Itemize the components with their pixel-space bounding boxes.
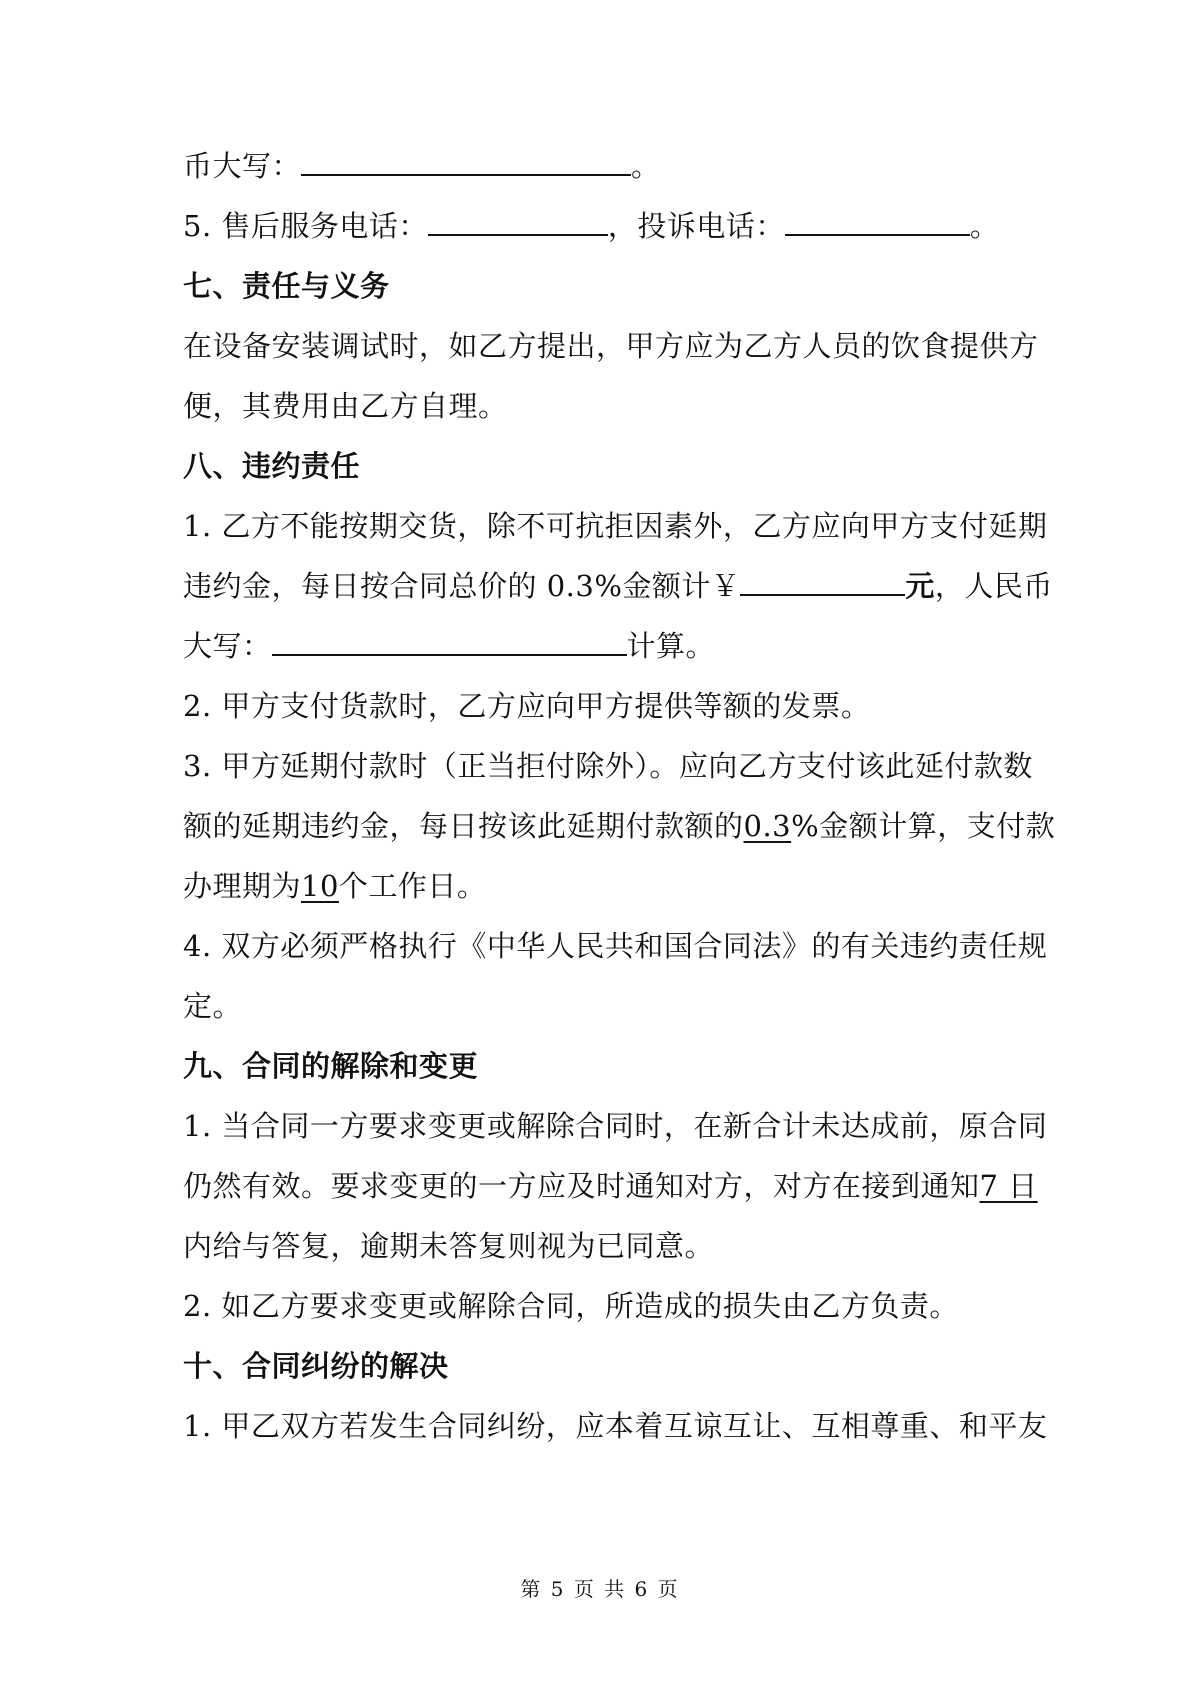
text-line: 2. 甲方支付货款时，乙方应向甲方提供等额的发票。 xyxy=(183,689,871,723)
text: 元 xyxy=(905,569,935,603)
text-line: 内给与答复，逾期未答复则视为已同意。 xyxy=(183,1229,715,1263)
page-number-footer: 第 5 页 共 6 页 xyxy=(520,1577,680,1601)
text: 额的延期违约金，每日按该此延期付款额的 xyxy=(183,809,744,843)
text: 违约金，每日按合同总价的 0.3%金额计￥ xyxy=(183,569,741,603)
fill-blank xyxy=(272,630,627,656)
text: 个工作日。 xyxy=(338,869,487,903)
text-line: 3. 甲方延期付款时（正当拒付除外）。应向乙方支付该此延付款数 xyxy=(183,749,1033,783)
text-line: 在设备安装调试时，如乙方提出，甲方应为乙方人员的饮食提供方 xyxy=(183,329,1039,363)
text: 币大写： xyxy=(183,149,302,183)
underlined-value: 0.3 xyxy=(743,809,792,843)
underlined-value: 10 xyxy=(301,869,339,903)
text: 办理期为 xyxy=(183,869,302,903)
text-line: 4. 双方必须严格执行《中华人民共和国合同法》的有关违约责任规 xyxy=(183,929,1048,963)
section-heading: 八、违约责任 xyxy=(183,449,361,483)
text: %金额计算，支付款 xyxy=(791,809,1056,843)
text-line: 1. 甲乙双方若发生合同纠纷，应本着互谅互让、互相尊重、和平友 xyxy=(183,1409,1048,1443)
underlined-value: 7 日 xyxy=(979,1169,1038,1203)
section-heading: 七、责任与义务 xyxy=(183,269,390,303)
text-line xyxy=(183,568,1053,604)
section-heading: 十、合同纠纷的解决 xyxy=(183,1349,449,1383)
text: ，投诉电话： xyxy=(607,209,785,243)
text: 仍然有效。要求变更的一方应及时通知对方，对方在接到通知 xyxy=(183,1169,980,1203)
text-line xyxy=(183,148,1023,184)
text-line: 1. 乙方不能按期交货，除不可抗拒因素外，乙方应向甲方支付延期 xyxy=(183,509,1048,543)
section-heading: 九、合同的解除和变更 xyxy=(183,1049,479,1083)
fill-blank xyxy=(301,150,631,176)
text-line xyxy=(183,628,1023,664)
text-line xyxy=(183,868,1023,904)
text-line: 2. 如乙方要求变更或解除合同，所造成的损失由乙方负责。 xyxy=(183,1289,959,1323)
text-line xyxy=(183,1168,1038,1204)
text-line: 便，其费用由乙方自理。 xyxy=(183,389,508,423)
fill-blank xyxy=(428,210,608,236)
text-line xyxy=(183,808,1056,844)
text: 5. 售后服务电话： xyxy=(183,209,428,243)
text: 大写： xyxy=(183,629,272,663)
text: 。 xyxy=(969,209,1000,243)
text-line: 定。 xyxy=(183,989,243,1023)
text-line xyxy=(183,208,1023,244)
text-line: 1. 当合同一方要求变更或解除合同时，在新合计未达成前，原合同 xyxy=(183,1109,1048,1143)
text: 计算。 xyxy=(626,629,716,663)
text: ，人民币 xyxy=(934,569,1053,603)
fill-blank xyxy=(740,570,905,596)
text: 。 xyxy=(631,149,661,183)
fill-blank xyxy=(785,210,970,236)
